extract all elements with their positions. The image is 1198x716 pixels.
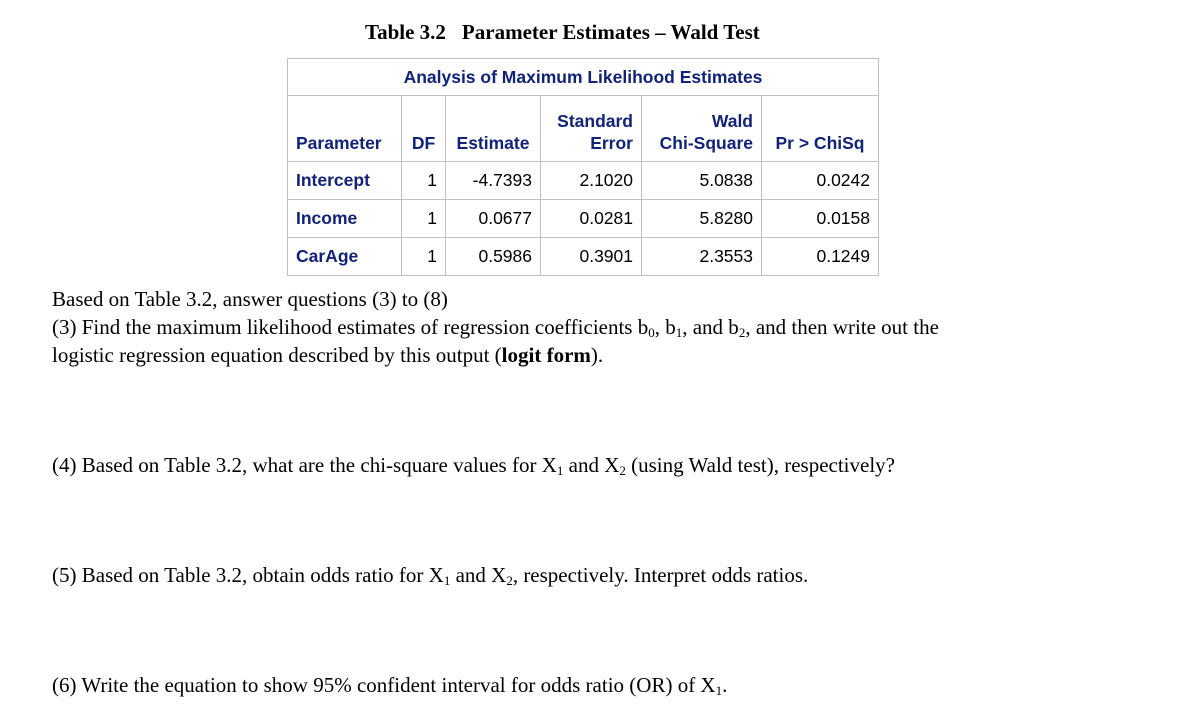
row-parameter-carage: CarAge bbox=[288, 238, 402, 276]
header-df: DF bbox=[402, 96, 446, 162]
cell-standard-error: 0.3901 bbox=[541, 238, 642, 276]
table-title-label: Table 3.2 bbox=[365, 20, 446, 44]
cell-df: 1 bbox=[402, 238, 446, 276]
cell-estimate: 0.0677 bbox=[446, 200, 541, 238]
table-title-text: Parameter Estimates – Wald Test bbox=[461, 20, 760, 44]
cell-p-value: 0.0158 bbox=[762, 200, 879, 238]
q3-line2-text-b: ). bbox=[590, 343, 604, 367]
table-row bbox=[288, 162, 879, 200]
table-header-row bbox=[288, 96, 879, 162]
cell-estimate: -4.7393 bbox=[446, 162, 541, 200]
q6-text-a: (6) Write the equation to show 95% confident interval for odds ratio (OR) of X bbox=[52, 673, 716, 697]
cell-p-value: 0.1249 bbox=[762, 238, 879, 276]
cell-estimate: 0.5986 bbox=[446, 238, 541, 276]
table-row bbox=[288, 200, 879, 238]
q5-text-a: (5) Based on Table 3.2, obtain odds ratio for X bbox=[52, 563, 444, 587]
q3-sub-0: 0 bbox=[648, 325, 655, 340]
header-parameter: Parameter bbox=[288, 96, 402, 162]
q3-line2-text-a: logistic regression equation described by this output ( bbox=[52, 343, 502, 367]
cell-p-value: 0.0242 bbox=[762, 162, 879, 200]
q3-text-a: (3) Find the maximum likelihood estimates of regression coefficients b bbox=[52, 315, 649, 339]
table-caption: Analysis of Maximum Likelihood Estimates bbox=[287, 58, 879, 95]
table-row bbox=[288, 238, 879, 276]
cell-wald-chi-square: 5.8280 bbox=[642, 200, 762, 238]
q5-sub-1: 1 bbox=[443, 573, 451, 588]
header-p-value: Pr > ChiSq bbox=[762, 96, 879, 162]
cell-standard-error: 0.0281 bbox=[541, 200, 642, 238]
table-title bbox=[365, 20, 760, 45]
q3-sub-2: 2 bbox=[738, 325, 746, 340]
q5-text-c: , respectively. Interpret odds ratios. bbox=[512, 563, 809, 587]
question-3-line2 bbox=[52, 341, 603, 369]
q4-text-b: and X bbox=[563, 453, 620, 477]
header-wald-line2: Chi-Square bbox=[659, 133, 753, 153]
q4-sub-2: 2 bbox=[619, 463, 626, 478]
header-estimate: Estimate bbox=[446, 96, 541, 162]
q4-text-c: (using Wald test), respectively? bbox=[625, 453, 895, 477]
header-standard-error bbox=[541, 96, 642, 162]
row-parameter-income: Income bbox=[288, 200, 402, 238]
q3-text-d: , and then write out the bbox=[745, 315, 939, 339]
cell-wald-chi-square: 2.3553 bbox=[642, 238, 762, 276]
question-5 bbox=[52, 561, 808, 589]
header-standard-error-line1: Standard bbox=[557, 111, 633, 131]
estimates-table bbox=[287, 58, 879, 276]
q3-text-b: , b bbox=[654, 315, 676, 339]
q3-text-c: , and b bbox=[682, 315, 739, 339]
q5-text-b: and X bbox=[450, 563, 507, 587]
questions-intro: Based on Table 3.2, answer questions (3) to (8) bbox=[52, 287, 448, 311]
q6-text-b: . bbox=[722, 673, 728, 697]
header-standard-error-line2: Error bbox=[590, 133, 633, 153]
question-4 bbox=[52, 451, 895, 479]
q6-sub-1: 1 bbox=[715, 683, 723, 698]
header-wald-chi-square bbox=[642, 96, 762, 162]
q4-sub-1: 1 bbox=[556, 463, 564, 478]
question-3-line1 bbox=[52, 313, 939, 341]
cell-df: 1 bbox=[402, 162, 446, 200]
q3-sub-1: 1 bbox=[675, 325, 683, 340]
cell-standard-error: 2.1020 bbox=[541, 162, 642, 200]
row-parameter-intercept: Intercept bbox=[288, 162, 402, 200]
q3-line2-bold: logit form bbox=[501, 343, 591, 367]
cell-wald-chi-square: 5.0838 bbox=[642, 162, 762, 200]
q4-text-a: (4) Based on Table 3.2, what are the chi-square values for X bbox=[52, 453, 557, 477]
cell-df: 1 bbox=[402, 200, 446, 238]
q5-sub-2: 2 bbox=[506, 573, 513, 588]
question-6 bbox=[52, 671, 727, 699]
header-wald-line1: Wald bbox=[711, 111, 753, 131]
